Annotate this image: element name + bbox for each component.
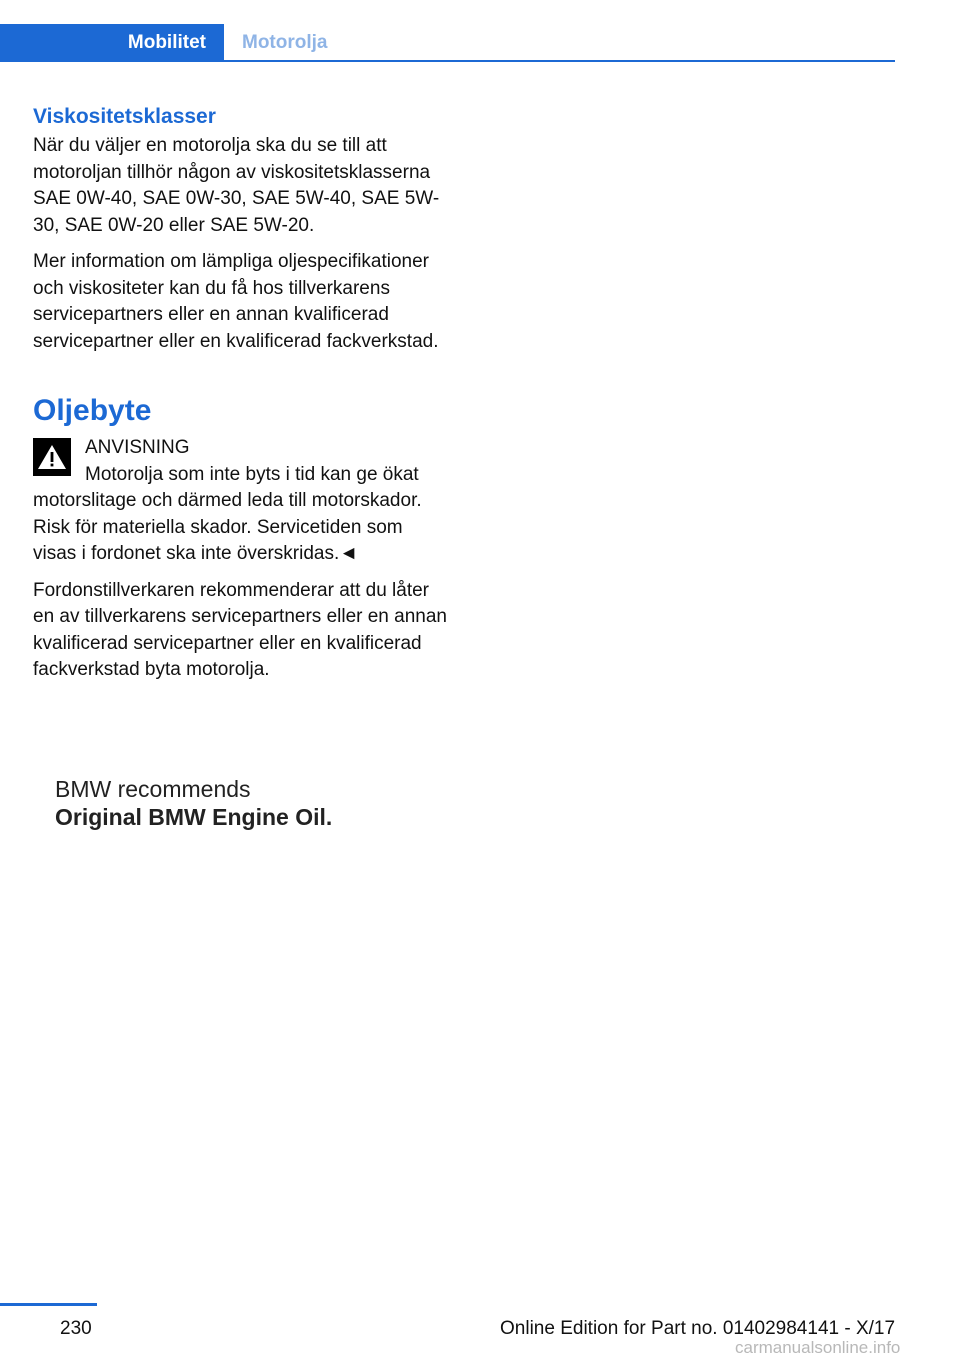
header-rule bbox=[0, 60, 895, 62]
viscosity-paragraph-1: När du väljer en motorolja ska du se till att motoroljan tillhör någon av viskositetsklasserna SAE 0W-40, SAE 0W-30, SAE 5W-40, SAE 5W-30, SAE 0W-20 eller SAE 5W-20. bbox=[33, 135, 440, 236]
viscosity-paragraph-2: Mer information om lämpliga oljespecifikationer och viskositeter kan du få hos tillverkarens servicepartners eller en annan kvalificerad servicepartner eller en kvalificerad fackverkstad. bbox=[33, 251, 439, 352]
logo-line-2: Original BMW Engine Oil. bbox=[55, 804, 333, 830]
warning-label: ANVISNING bbox=[85, 437, 190, 458]
tab-mobilitet[interactable]: Mobilitet bbox=[0, 24, 224, 62]
warning-text bbox=[33, 462, 447, 568]
footer-rule bbox=[0, 1303, 97, 1306]
main-content bbox=[33, 103, 447, 694]
bmw-oil-logo bbox=[55, 775, 375, 831]
warning-block bbox=[33, 435, 447, 568]
warning-text-rest: motorslitage och därmed leda till motorskador. Risk för materiella skador. Servicetiden som visas i fordonet ska inte överskridas.◄ bbox=[33, 490, 422, 564]
oil-change-paragraph: Fordonstillverkaren rekommenderar att du låter en av tillverkarens servicepartners eller en annan kvalificerad servicepartner eller en kvalificerad fackverkstad byta motorolja. bbox=[33, 579, 447, 680]
viscosity-heading: Viskositetsklasser bbox=[33, 105, 216, 128]
header-tabbar bbox=[0, 24, 895, 62]
oil-change-heading: Oljebyte bbox=[33, 394, 152, 427]
logo-line-1: BMW recommends bbox=[55, 776, 251, 802]
warning-text-first-line: Motorolja som inte byts i tid kan ge ökat bbox=[85, 463, 419, 485]
tab-motorolja[interactable]: Motorolja bbox=[242, 32, 328, 53]
watermark: carmanualsonline.info bbox=[735, 1338, 901, 1357]
warning-triangle-icon bbox=[33, 438, 71, 476]
page-number: 230 bbox=[60, 1318, 92, 1339]
edition-text: Online Edition for Part no. 01402984141 - X/17 bbox=[500, 1318, 896, 1339]
